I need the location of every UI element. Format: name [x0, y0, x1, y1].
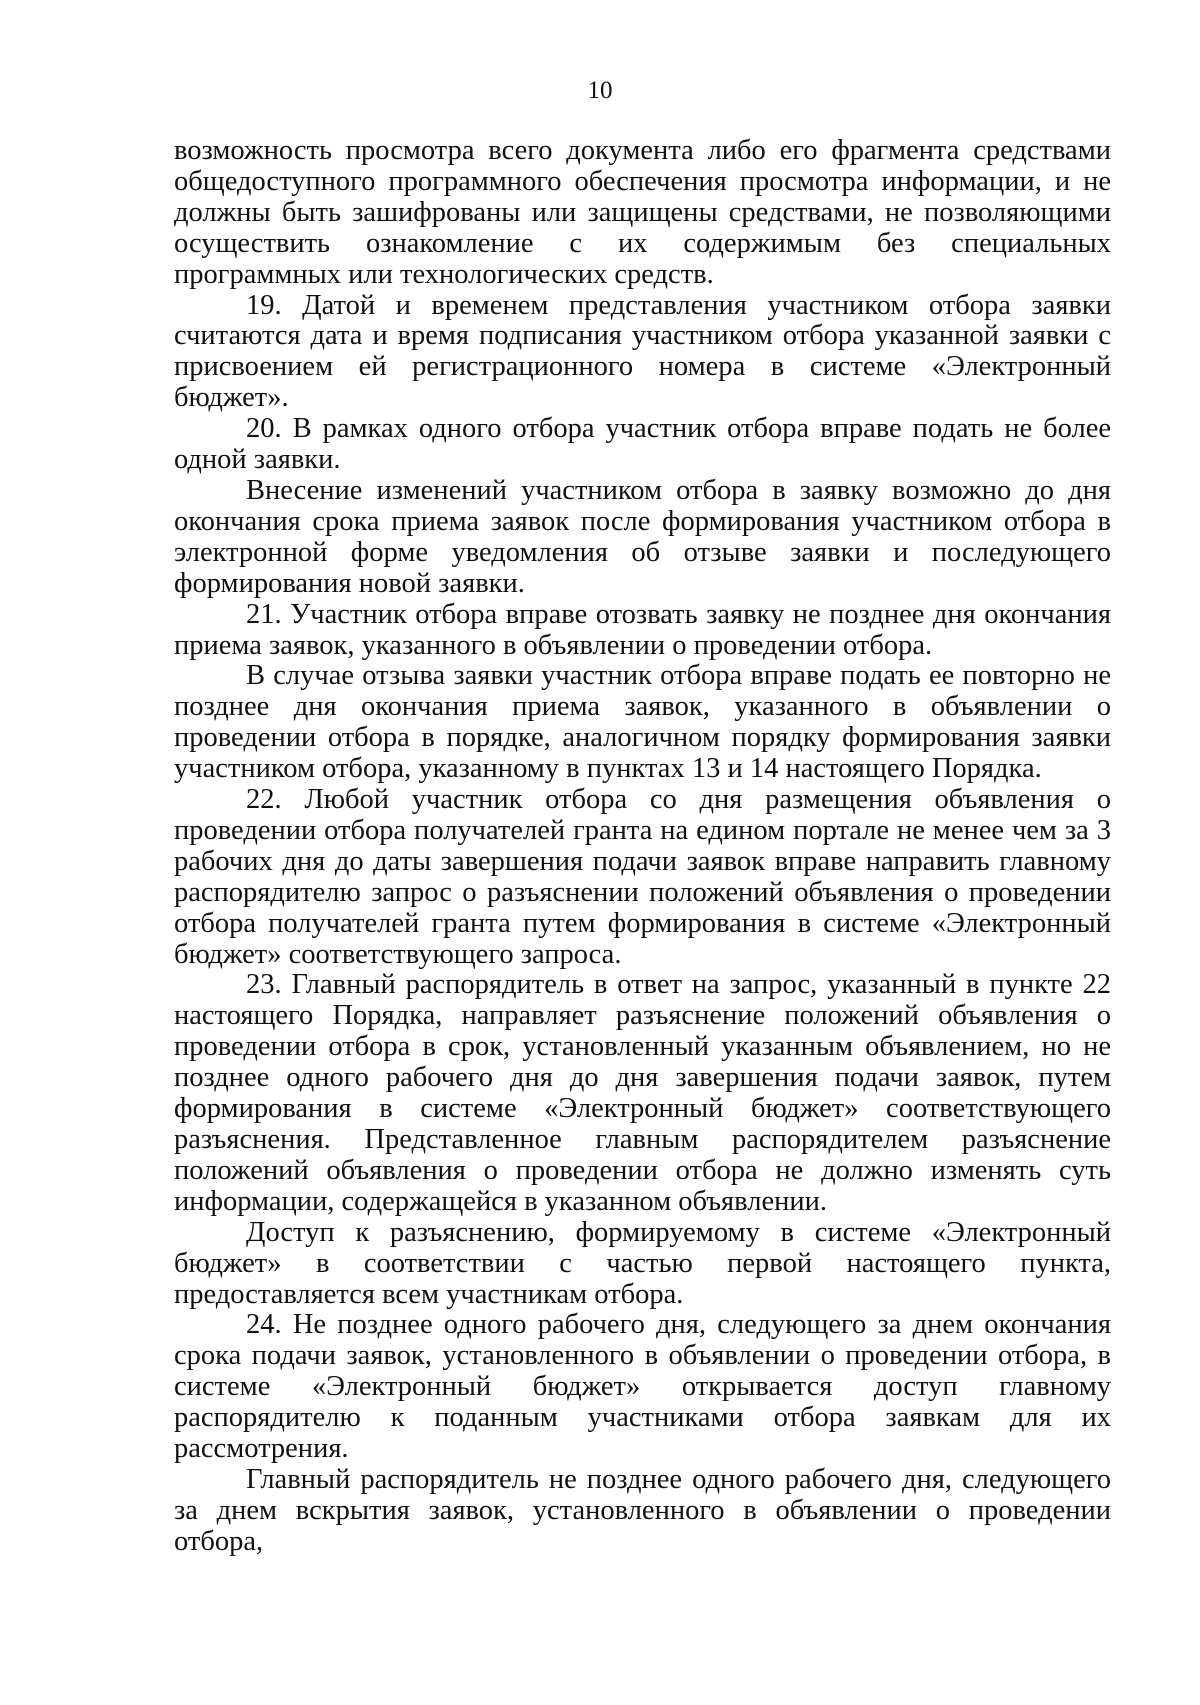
paragraph-item-24-review: Главный распорядитель не позднее одного рабочего дня, следующего за днем вскрытия заявок, установленного в объявлении о проведении отбора, [174, 1463, 1111, 1557]
paragraph-item-23: 23. Главный распорядитель в ответ на запрос, указанный в пункте 22 настоящего Порядка, направляет разъяснение положений объявления о проведении отбора в срок, установленный указанным объявлением, но не позднее одного рабочего дня до дня завершения подачи заявок, путем формирования в системе «Электронный бюджет» соответствующего разъяснения. Представленное главным распорядителем разъяснение положений объявления о проведении отбора не должно изменять суть информации, содержащейся в указанном объявлении. [174, 969, 1111, 1217]
paragraph-item-20-changes: Внесение изменений участником отбора в заявку возможно до дня окончания срока приема заявок после формирования участником отбора в электронной форме уведомления об отзыве заявки и последующего формирования новой заявки. [174, 474, 1111, 599]
page-number: 10 [587, 77, 613, 104]
paragraph-item-21-resubmission: В случае отзыва заявки участник отбора вправе подать ее повторно не позднее дня окончания приема заявок, указанного в объявлении о проведении отбора в порядке, аналогичном порядку формирования заявки участником отбора, указанному в пунктах 13 и 14 настоящего Порядка. [174, 660, 1111, 785]
document-body [174, 136, 1111, 1558]
paragraph-continuation: возможность просмотра всего документа либо его фрагмента средствами общедоступного программного обеспечения просмотра информации, и не должны быть зашифрованы или защищены средствами, не позволяющими осуществить ознакомление с их содержимым без специальных программных или технологических средств. [174, 135, 1111, 290]
paragraph-item-23-access: Доступ к разъяснению, формируемому в системе «Электронный бюджет» в соответствии с частью первой настоящего пункта, предоставляется всем участникам отбора. [174, 1216, 1111, 1310]
paragraph-item-20: 20. В рамках одного отбора участник отбора вправе подать не более одной заявки. [174, 413, 1111, 476]
paragraph-item-19: 19. Датой и временем представления участником отбора заявки считаются дата и время подписания участником отбора указанной заявки с присвоением ей регистрационного номера в системе «Электронный бюджет». [174, 289, 1111, 414]
paragraph-item-24: 24. Не позднее одного рабочего дня, следующего за днем окончания срока подачи заявок, установленного в объявлении о проведении отбора, в системе «Электронный бюджет» открывается доступ главному распорядителю к поданным участниками отбора заявкам для их рассмотрения. [174, 1309, 1111, 1465]
paragraph-item-21: 21. Участник отбора вправе отозвать заявку не позднее дня окончания приема заявок, указанного в объявлении о проведении отбора. [174, 598, 1111, 661]
paragraph-item-22: 22. Любой участник отбора со дня размещения объявления о проведении отбора получателей гранта на едином портале не менее чем за 3 рабочих дня до даты завершения подачи заявок вправе направить главному распорядителю запрос о разъяснении положений объявления о проведении отбора получателей гранта путем формирования в системе «Электронный бюджет» соответствующего запроса. [174, 784, 1111, 970]
